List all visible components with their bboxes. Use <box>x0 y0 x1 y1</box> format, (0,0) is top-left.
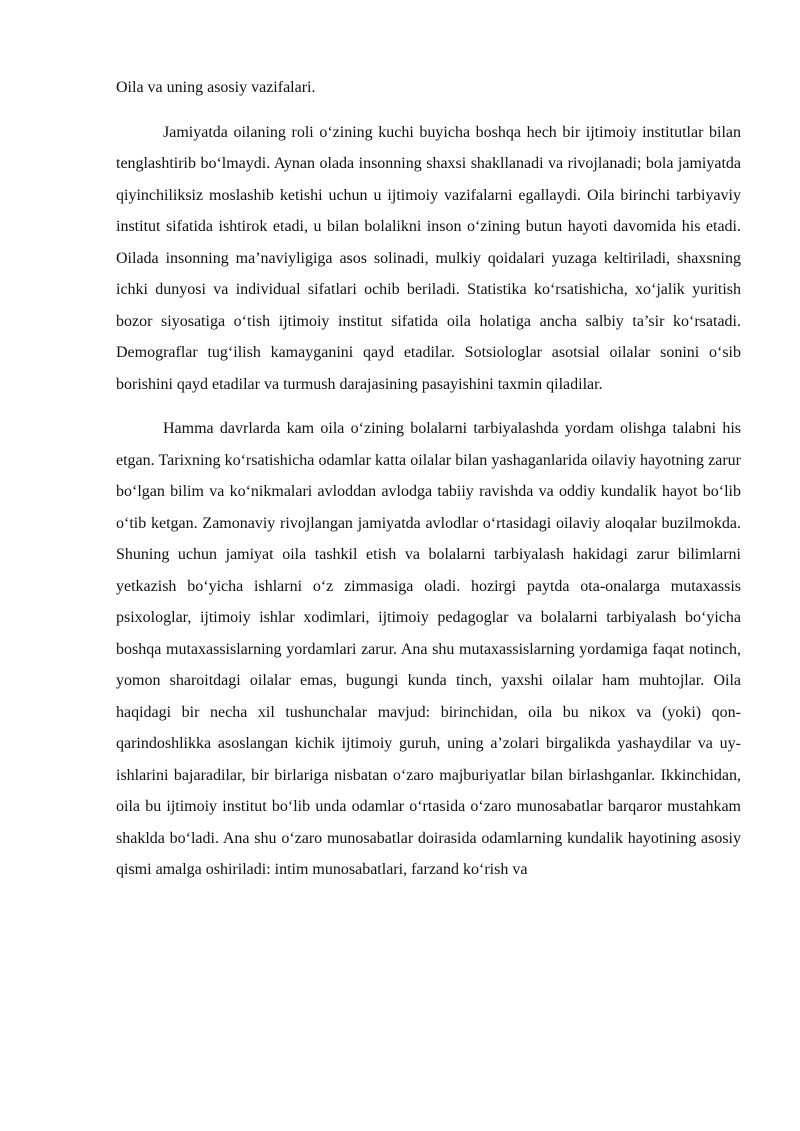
document-title: Oila va uning asosiy vazifalari. <box>116 79 316 96</box>
paragraph-2: Hamma davrlarda kam oila o‘zining bolalarni tarbiyalashda yordam olishga talabni his etgan. Tarixning ko‘rsatishicha odamlar katta oilalar bilan yashaganlarida oilaviy hayotning zarur bo‘lgan bilim va ko‘nikmalari avloddan avlodga tabiiy ravishda va oddiy kundalik hayot bo‘lib o‘tib ketgan. Zamonaviy rivojlangan jamiyatda avlodlar o‘rtasidagi oilaviy aloqalar buzilmokda. Shuning uchun jamiyat oila tashkil etish va bolalarni tarbiyalash hakidagi zarur bilimlarni yetkazish bo‘yicha ishlarni o‘z zimmasiga oladi. hozirgi paytda ota-onalarga mutaxassis psixologlar, ijtimoiy ishlar xodimlari, ijtimoiy pedagoglar va bolalarni tarbiyalash bo‘yicha boshqa mutaxassislarning yordamlari zarur. Ana shu mutaxassislarning yordamiga faqat notinch, yomon sharoitdagi oilalar emas, bugungi kunda tinch, yaxshi oilalar ham muhtojlar. Oila haqidagi bir necha xil tushunchalar mavjud: birinchidan, oila bu nikox va (yoki) qon-qarindoshlikka asoslangan kichik ijtimoiy guruh, uning a’zolari birgalikda yashaydilar va uy-ishlarini bajaradilar, bir birlariga nisbatan o‘zaro majburiyatlar bilan birlashganlar. Ikkinchidan, oila bu ijtimoiy institut bo‘lib unda odamlar o‘rtasida o‘zaro munosabatlar barqaror mustahkam shaklda bo‘ladi. Ana shu o‘zaro munosabatlar doirasida odamlarning kundalik hayotining asosiy qismi amalga oshiriladi: intim munosabatlari, farzand ko‘rish va <box>116 420 741 878</box>
document-page <box>116 72 741 899</box>
paragraph-1: Jamiyatda oilaning roli o‘zining kuchi buyicha boshqa hech bir ijtimoiy institutlar bilan tenglashtirib bo‘lmaydi. Aynan olada insonning shaxsi shakllanadi va rivojlanadi; bola jamiyatda qiyinchiliksiz moslashib ketishi uchun u ijtimoiy vazifalarni egallaydi. Oila birinchi tarbiyaviy institut sifatida ishtirok etadi, u bilan bolalikni inson o‘zining butun hayoti davomida his etadi. Oilada insonning ma’naviyligiga asos solinadi, mulkiy qoidalari yuzaga keltiriladi, shaxsning ichki dunyosi va individual sifatlari ochib beriladi. Statistika ko‘rsatishicha, xo‘jalik yuritish bozor siyosatiga o‘tish ijtimoiy institut sifatida oila holatiga ancha salbiy ta’sir ko‘rsatadi. Demograflar tug‘ilish kamayganini qayd etadilar. Sotsiologlar asotsial oilalar sonini o‘sib borishini qayd etadilar va turmush darajasining pasayishini taxmin qiladilar. <box>116 123 741 393</box>
